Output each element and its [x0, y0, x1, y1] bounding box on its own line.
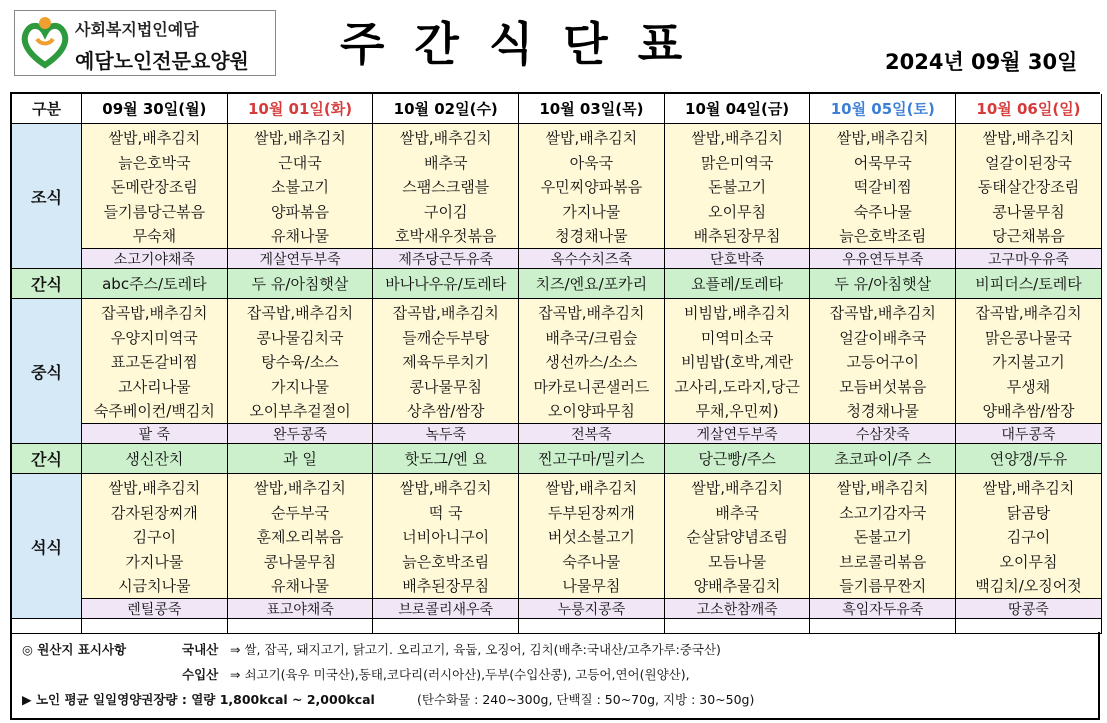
menu-item: 돈메란장조림: [110, 178, 198, 197]
snack-label: 간식: [12, 269, 82, 299]
menu-item: 숙주나물: [853, 202, 912, 221]
day-header: 10월 03일(목): [519, 94, 665, 124]
import-text: ⇒ 쇠고기(육우 미국산),동태,코다리(러시아산),두부(수입산콩), 고등어,연어(원양산),: [230, 667, 690, 682]
weekly-menu-table: [10, 92, 1100, 632]
menu-item: 오이부추겉절이: [249, 402, 351, 421]
menu-item: 쌀밥,배추김치: [108, 479, 201, 497]
nutrition-detail: (탄수화물 : 240~300g, 단백질 : 50~70g, 지방 : 30~50g): [417, 692, 755, 707]
menu-item: 쌀밥,배추김치: [399, 479, 492, 497]
menu-item: 배추국: [423, 153, 468, 172]
menu-item: 나물무침: [562, 577, 621, 596]
breakfast-porridge: 단호박죽: [665, 249, 811, 269]
dinner-porridge: 흑임자두유죽: [810, 599, 956, 619]
snack-item: 과 일: [228, 444, 374, 474]
breakfast-label: 조식: [12, 124, 82, 269]
menu-item: 숙주베이컨/백김치: [93, 402, 215, 421]
menu-item: 훈제오리볶음: [256, 528, 344, 547]
menu-item: 콩나물무침: [409, 377, 482, 396]
dinner-porridge: 고소한참깨죽: [665, 599, 811, 619]
day-header: 10월 02일(수): [373, 94, 519, 124]
menu-item: 가지나물: [562, 202, 621, 221]
menu-item: 돈불고기: [853, 528, 912, 547]
menu-item: 너비아니구이: [402, 528, 490, 547]
menu-item: 쌀밥,배추김치: [836, 129, 929, 147]
menu-item: 배추된장무침: [402, 577, 490, 596]
menu-item: 제육두루치기: [402, 353, 490, 372]
dinner-porridge: 표고야채죽: [228, 599, 374, 619]
dinner-label: 석식: [12, 474, 82, 619]
nutrition-guideline: ▶ 노인 평균 일일영양권장량 : 열량 1,800kcal ~ 2,000kcal: [22, 692, 375, 707]
lunch-menu-cell: [82, 299, 228, 424]
menu-item: 동태살간장조림: [977, 178, 1080, 197]
menu-item: 소불고기: [271, 178, 330, 197]
snack-item: 두 유/아침햇살: [810, 269, 956, 299]
menu-item: 쌀밥,배추김치: [108, 129, 201, 147]
menu-item: 맑은콩나물국: [984, 328, 1072, 347]
day-header: 10월 06일(일): [956, 94, 1102, 124]
menu-item: 들기름무짠지: [839, 577, 927, 596]
menu-item: 상추쌈/쌈장: [406, 402, 485, 421]
breakfast-menu-cell: [810, 124, 956, 249]
snack-item: 두 유/아침햇살: [228, 269, 374, 299]
menu-item: 들깨순두부탕: [402, 328, 490, 347]
breakfast-menu-cell: [82, 124, 228, 249]
menu-item: 쌀밥,배추김치: [545, 479, 638, 497]
menu-item: 시금치나물: [118, 577, 191, 596]
menu-item: 잡곡밥,배추김치: [392, 304, 499, 322]
menu-item: 맑은미역국: [700, 153, 774, 172]
menu-item: 배추국: [715, 503, 759, 522]
menu-item: 가지나물: [125, 552, 184, 571]
day-header: 09월 30일(월): [82, 94, 228, 124]
dinner-menu-cell: [956, 474, 1102, 599]
menu-item: 유채나물: [271, 227, 330, 246]
menu-item: 쌀밥,배추김치: [982, 129, 1075, 147]
menu-item: 닭곰탕: [1006, 503, 1051, 522]
breakfast-porridge: 게살연두부죽: [228, 249, 374, 269]
lunch-porridge: 완두콩죽: [228, 424, 374, 444]
origin-title: ◎ 원산지 표시사항: [22, 642, 127, 657]
menu-item: 쌀밥,배추김치: [254, 129, 346, 147]
menu-date: 2024년 09월 30일: [885, 50, 1078, 74]
snack-item: 핫도그/엔 요: [373, 444, 519, 474]
lunch-menu-cell: [665, 299, 811, 424]
menu-item: 잡곡밥,배추김치: [829, 304, 936, 322]
menu-item: 숙주나물: [562, 552, 621, 571]
menu-item: 잡곡밥,배추김치: [538, 304, 645, 322]
day-header: 10월 05일(토): [810, 94, 956, 124]
menu-item: 모듬나물: [708, 552, 767, 571]
snack-item: 치즈/엔요/포카리: [519, 269, 665, 299]
menu-item: 배추된장무침: [693, 227, 781, 246]
breakfast-menu-cell: [956, 124, 1102, 249]
menu-item: 늙은호박조림: [402, 552, 490, 571]
menu-item: 김구이: [132, 528, 177, 547]
menu-item: 브로콜리볶음: [839, 552, 927, 571]
breakfast-porridge: 소고기야채죽: [82, 249, 228, 269]
menu-item: 쌀밥,배추김치: [399, 129, 492, 147]
menu-item: 콩나물김치국: [256, 328, 344, 347]
import-label: 수입산: [182, 667, 219, 682]
menu-item: 스팸스크램블: [402, 178, 490, 197]
dinner-porridge: 브로콜리새우죽: [373, 599, 519, 619]
menu-item: 고등어구이: [846, 353, 919, 372]
menu-item: 고사리나물: [118, 377, 191, 396]
lunch-porridge: 수삼잣죽: [810, 424, 956, 444]
menu-item: 무숙채: [132, 227, 177, 246]
menu-item: 순두부국: [271, 503, 330, 522]
page-header: [0, 0, 1107, 88]
menu-item: 비빔밥,배추김치: [683, 304, 791, 322]
domestic-label: 국내산: [182, 642, 219, 657]
breakfast-porridge: 제주당근두유죽: [373, 249, 519, 269]
lunch-menu-cell: [519, 299, 665, 424]
day-header: 10월 04일(금): [665, 94, 811, 124]
breakfast-porridge: 우유연두부죽: [810, 249, 956, 269]
breakfast-menu-cell: [665, 124, 811, 249]
menu-item: 우민찌양파볶음: [540, 178, 643, 197]
menu-item: 생선까스/소스: [545, 353, 638, 372]
menu-item: 미역미소국: [700, 328, 774, 347]
dinner-menu-cell: [519, 474, 665, 599]
menu-item: 두부된장찌개: [547, 503, 635, 522]
dinner-porridge: 렌틸콩죽: [82, 599, 228, 619]
snack-item: 찐고구마/밀키스: [519, 444, 665, 474]
lunch-porridge: 팥 죽: [82, 424, 228, 444]
menu-item: 늙은호박국: [118, 153, 191, 172]
snack-item: 요플레/토레타: [665, 269, 811, 299]
menu-item: 표고돈갈비찜: [110, 353, 198, 372]
menu-item: 근대국: [278, 153, 322, 172]
menu-item: 어묵무국: [853, 153, 912, 172]
menu-item: 잡곡밥,배추김치: [101, 304, 208, 322]
org-name: 사회복지법인예담: [75, 20, 199, 39]
menu-item: 쌀밥,배추김치: [836, 479, 929, 497]
facility-logo: [14, 10, 276, 76]
menu-item: 소고기감자국: [839, 503, 927, 522]
menu-item: 얼갈이배추국: [839, 328, 927, 347]
menu-item: 가지나물: [271, 377, 330, 396]
menu-item: 호박새우젓볶음: [395, 227, 497, 246]
menu-item: 오이무침: [999, 552, 1058, 571]
menu-item: 쌀밥,배추김치: [545, 129, 638, 147]
dinner-porridge: 땅콩죽: [956, 599, 1102, 619]
snack-item: 생신잔치: [82, 444, 228, 474]
snack-item: 비피더스/토레타: [956, 269, 1102, 299]
menu-item: 버섯소불고기: [547, 528, 635, 547]
heart-logo-icon: [19, 15, 71, 71]
day-header: 10월 01일(화): [228, 94, 374, 124]
snack-item: 초코파이/주 스: [810, 444, 956, 474]
menu-item: 오이양파무침: [547, 402, 635, 421]
snack-item: 당근빵/주스: [665, 444, 811, 474]
menu-item: 콩나물무침: [992, 202, 1065, 221]
menu-item: 떡 국: [428, 503, 463, 522]
facility-name: 예담노인전문요양원: [75, 49, 249, 73]
snack-item: 바나나우유/토레타: [373, 269, 519, 299]
menu-item: 탕수육/소스: [261, 353, 339, 372]
menu-item: 들기름당근볶음: [103, 202, 206, 221]
menu-item: 떡갈비찜: [853, 178, 912, 197]
menu-item: 돈불고기: [708, 178, 767, 197]
lunch-menu-cell: [810, 299, 956, 424]
snack-item: abc주스/토레타: [82, 269, 228, 299]
menu-item: 고사리,도라지,당근: [674, 377, 800, 396]
lunch-porridge: 녹두죽: [373, 424, 519, 444]
menu-item: 잡곡밥,배추김치: [975, 304, 1082, 322]
dinner-menu-cell: [228, 474, 374, 599]
menu-item: 오이무침: [708, 202, 767, 221]
dinner-menu-cell: [373, 474, 519, 599]
menu-item: 유채나물: [271, 577, 330, 596]
menu-item: 얼갈이된장국: [984, 153, 1072, 172]
lunch-menu-cell: [373, 299, 519, 424]
menu-item: 청경채나물: [555, 227, 628, 246]
menu-item: 쌀밥,배추김치: [691, 129, 783, 147]
menu-item: 콩나물무침: [263, 552, 337, 571]
breakfast-porridge: 고구마우유죽: [956, 249, 1102, 269]
menu-item: 아욱국: [569, 153, 614, 172]
lunch-label: 중식: [12, 299, 82, 444]
menu-item: 쌀밥,배추김치: [982, 479, 1075, 497]
menu-item: 김구이: [1006, 528, 1051, 547]
breakfast-menu-cell: [228, 124, 374, 249]
menu-item: 구이김: [423, 202, 468, 221]
lunch-porridge: 전복죽: [519, 424, 665, 444]
menu-item: 양파볶음: [271, 202, 330, 221]
lunch-porridge: 대두콩죽: [956, 424, 1102, 444]
menu-item: 무생채: [1006, 377, 1051, 396]
lunch-porridge: 게살연두부죽: [665, 424, 811, 444]
menu-item: 마카로니콘샐러드: [533, 377, 650, 396]
dinner-menu-cell: [82, 474, 228, 599]
menu-item: 가지불고기: [992, 353, 1065, 372]
menu-item: 잡곡밥,배추김치: [246, 304, 354, 322]
breakfast-porridge: 옥수수치즈죽: [519, 249, 665, 269]
menu-item: 비빔밥(호박,계란: [681, 353, 794, 372]
dinner-menu-cell: [665, 474, 811, 599]
menu-item: 순살닭양념조림: [686, 528, 788, 547]
menu-item: 무채,우민찌): [695, 402, 779, 421]
menu-item: 배추국/크림슾: [545, 328, 638, 347]
lunch-menu-cell: [228, 299, 374, 424]
breakfast-menu-cell: [373, 124, 519, 249]
domestic-text: ⇒ 쌀, 잡곡, 돼지고기, 닭고기. 오리고기, 육둡, 오징어, 김치(배추:국내산/고추가루:중국산): [230, 642, 721, 657]
corner-label: 구분: [12, 94, 82, 124]
page-title: 주간식단표: [340, 17, 713, 71]
dinner-porridge: 누룽지콩죽: [519, 599, 665, 619]
menu-item: 쌀밥,배추김치: [254, 479, 346, 497]
menu-item: 감자된장찌개: [110, 503, 198, 522]
lunch-menu-cell: [956, 299, 1102, 424]
menu-item: 양배추쌈/쌈장: [982, 402, 1075, 421]
snack-item: 연양갱/두유: [956, 444, 1102, 474]
menu-item: 당근채볶음: [992, 227, 1065, 246]
menu-item: 모듬버섯볶음: [839, 377, 927, 396]
menu-item: 백김치/오징어젓: [975, 577, 1082, 596]
menu-item: 우양지미역국: [110, 328, 198, 347]
menu-item: 늙은호박조림: [839, 227, 927, 246]
breakfast-menu-cell: [519, 124, 665, 249]
snack-label: 간식: [12, 444, 82, 474]
footer-notes: [10, 632, 1100, 720]
menu-item: 양배추물김치: [693, 577, 781, 596]
dinner-menu-cell: [810, 474, 956, 599]
menu-item: 청경채나물: [846, 402, 919, 421]
menu-item: 쌀밥,배추김치: [691, 479, 783, 497]
